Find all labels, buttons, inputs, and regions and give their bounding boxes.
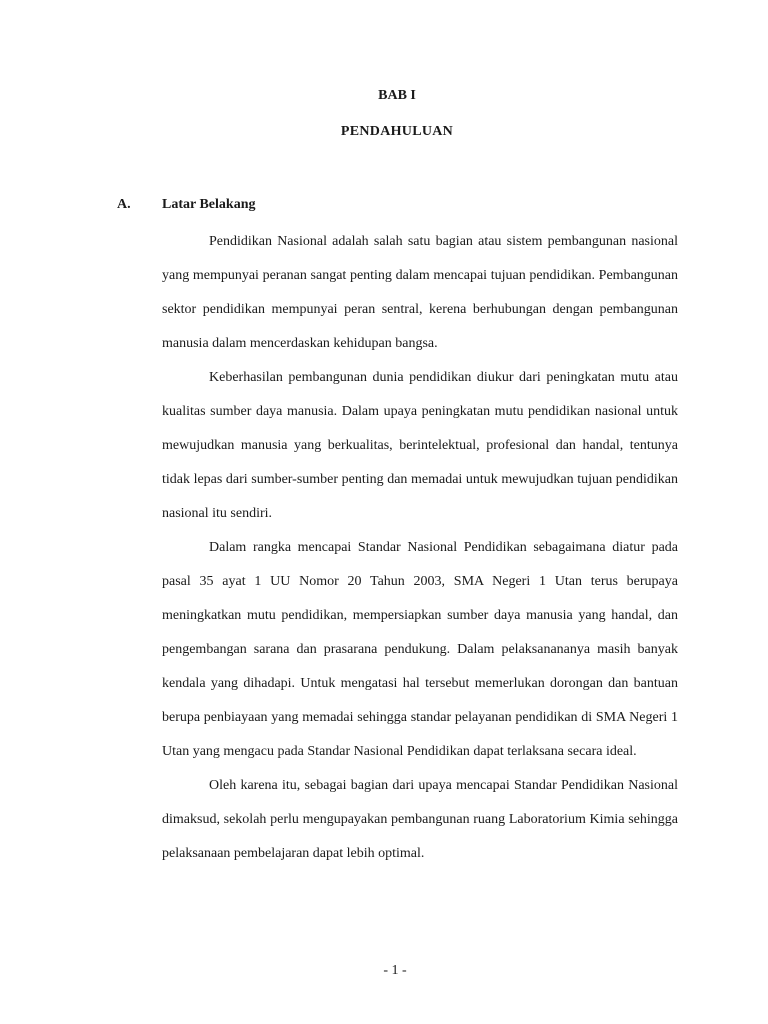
section-letter: A. [117, 197, 131, 212]
section-heading [117, 197, 255, 213]
paragraph: Keberhasilan pembangunan dunia pendidikan diukur dari peningkatan mutu atau kualitas sumber daya manusia. Dalam upaya peningkatan mutu pendidikan nasional untuk mewujudkan manusia yang berkualitas, berintelektual, profesional dan handal, tentunya tidak lepas dari sumber-sumber penting dan memadai untuk mewujudkan tujuan pendidikan nasional itu sendiri. [162, 370, 678, 521]
body-text [162, 225, 678, 871]
chapter-title: PENDAHULUAN [340, 124, 454, 139]
chapter-number: BAB I [378, 88, 416, 103]
section-title: Latar Belakang [162, 197, 256, 212]
paragraph: Dalam rangka mencapai Standar Nasional Pendidikan sebagaimana diatur pada pasal 35 ayat 1 UU Nomor 20 Tahun 2003, SMA Negeri 1 Utan terus berupaya meningkatkan mutu pendidikan, mempersiapkan sumber daya manusia yang handal, dan pengembangan sarana dan prasarana pendukung. Dalam pelaksanananya masih banyak kendala yang dihadapi. Untuk mengatasi hal tersebut memerlukan dorongan dan bantuan berupa penbiayaan yang memadai sehingga standar pelayanan pendidikan di SMA Negeri 1 Utan yang mengacu pada Standar Nasional Pendidikan dapat terlaksana secara ideal. [162, 540, 678, 759]
page-number: - 1 - [383, 963, 407, 978]
paragraph: Oleh karena itu, sebagai bagian dari upaya mencapai Standar Pendidikan Nasional dimaksud, sekolah perlu mengupayakan pembangunan ruang Laboratorium Kimia sehingga pelaksanaan pembelajaran dapat lebih optimal. [162, 778, 678, 861]
paragraph: Pendidikan Nasional adalah salah satu bagian atau sistem pembangunan nasional yang mempunyai peranan sangat penting dalam mencapai tujuan pendidikan. Pembangunan sektor pendidikan mempunyai peran sentral, kerena berhubungan dengan pembangunan manusia dalam mencerdaskan kehidupan bangsa. [162, 234, 678, 351]
